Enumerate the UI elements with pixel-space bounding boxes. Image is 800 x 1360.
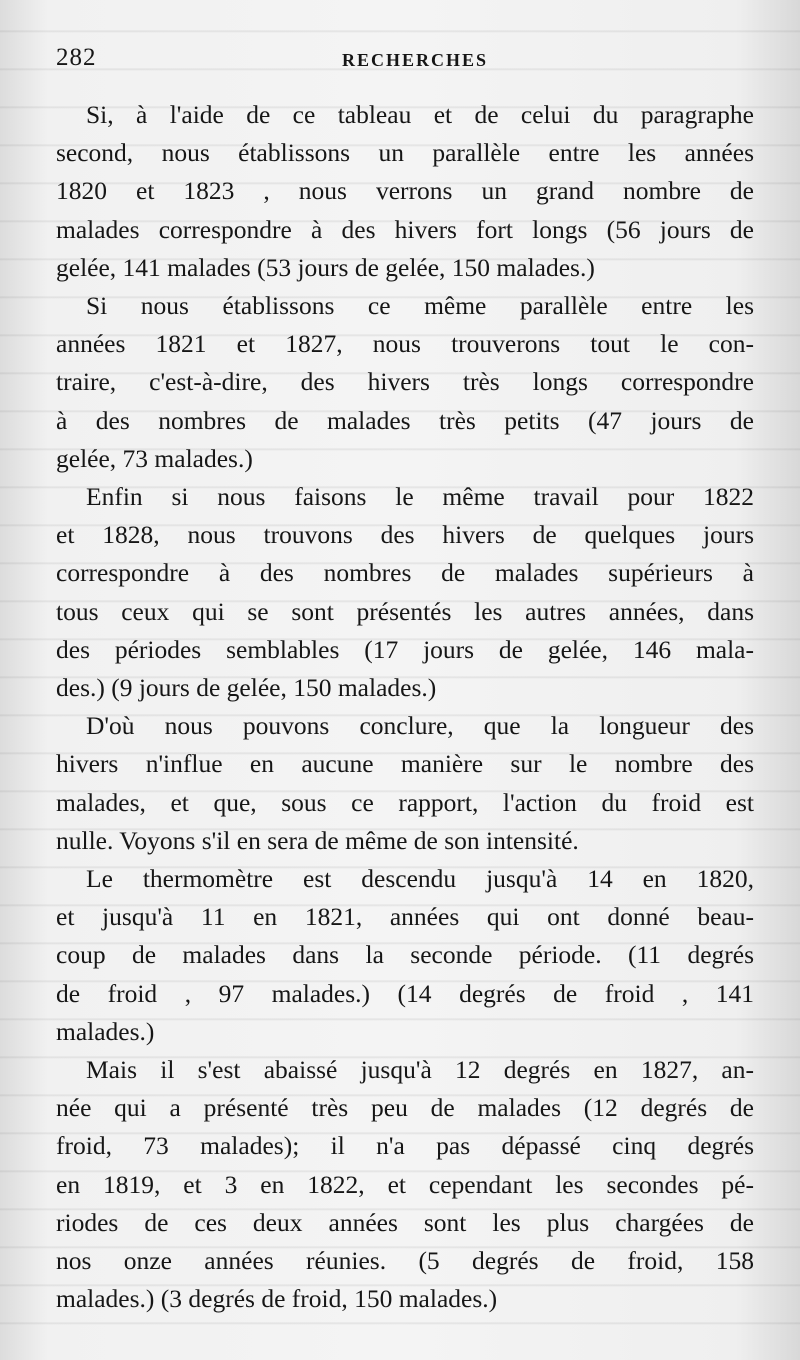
text-line: et 1828, nous trouvons des hivers de quelques jours [56,520,754,550]
text-line: des périodes semblables (17 jours de gelée, 146 mala- [56,634,754,664]
text-line: malades.) (3 degrés de froid, 150 malades.) [56,1284,498,1314]
body-text [56,96,754,1319]
text-line: Si nous établissons ce même parallèle entre les [86,291,754,321]
paragraph [56,478,754,707]
text-line: à des nombres de malades très petits (47 jours de [56,405,754,435]
text-line: traire, c'est-à-dire, des hivers très longs correspondre [56,367,754,397]
text-line: des.) (9 jours de gelée, 150 malades.) [56,673,437,703]
text-line: 1820 et 1823 , nous verrons un grand nombre de [56,176,754,206]
text-line: riodes de ces deux années sont les plus chargées de [56,1207,754,1237]
text-line: malades.) [56,1016,155,1046]
running-head: RECHERCHES [342,50,489,70]
text-line: nos onze années réunies. (5 degrés de froid, 158 [56,1246,754,1276]
text-line: Enfin si nous faisons le même travail pour 1822 [86,482,754,512]
text-line: D'où nous pouvons conclure, que la longueur des [86,711,754,741]
paragraph [56,1051,754,1318]
text-line: et jusqu'à 11 en 1821, années qui ont donné beau- [56,902,754,932]
paragraph [56,96,754,287]
text-line: second, nous établissons un parallèle entre les années [56,138,754,168]
text-line: coup de malades dans la seconde période. (11 degrés [56,940,754,970]
text-line: Mais il s'est abaissé jusqu'à 12 degrés en 1827, an- [86,1055,754,1085]
text-line: malades correspondre à des hivers fort longs (56 jours de [56,214,754,244]
paragraph [56,287,754,478]
text-line: Le thermomètre est descendu jusqu'à 14 en 1820, [86,864,754,894]
text-line: née qui a présenté très peu de malades (12 degrés de [56,1093,754,1123]
text-line: hivers n'influe en aucune manière sur le nombre des [56,749,754,779]
text-line: froid, 73 malades); il n'a pas dépassé cinq degrés [56,1131,754,1161]
text-line: gelée, 73 malades.) [56,443,253,473]
text-line: de froid , 97 malades.) (14 degrés de froid , 141 [56,978,754,1008]
paragraph [56,860,754,1051]
text-line: correspondre à des nombres de malades supérieurs à [56,558,754,588]
text-line: en 1819, et 3 en 1822, et cependant les secondes pé- [56,1169,754,1199]
text-line: nulle. Voyons s'il en sera de même de son intensité. [56,825,579,855]
text-line: gelée, 141 malades (53 jours de gelée, 150 malades.) [56,252,595,282]
page-header [56,44,760,84]
text-line: tous ceux qui se sont présentés les autres années, dans [56,596,754,626]
page-number: 282 [56,44,97,71]
paragraph [56,707,754,860]
text-line: années 1821 et 1827, nous trouverons tout le con- [56,329,754,359]
text-line: Si, à l'aide de ce tableau et de celui du paragraphe [86,100,754,129]
text-line: malades, et que, sous ce rapport, l'action du froid est [56,787,754,817]
